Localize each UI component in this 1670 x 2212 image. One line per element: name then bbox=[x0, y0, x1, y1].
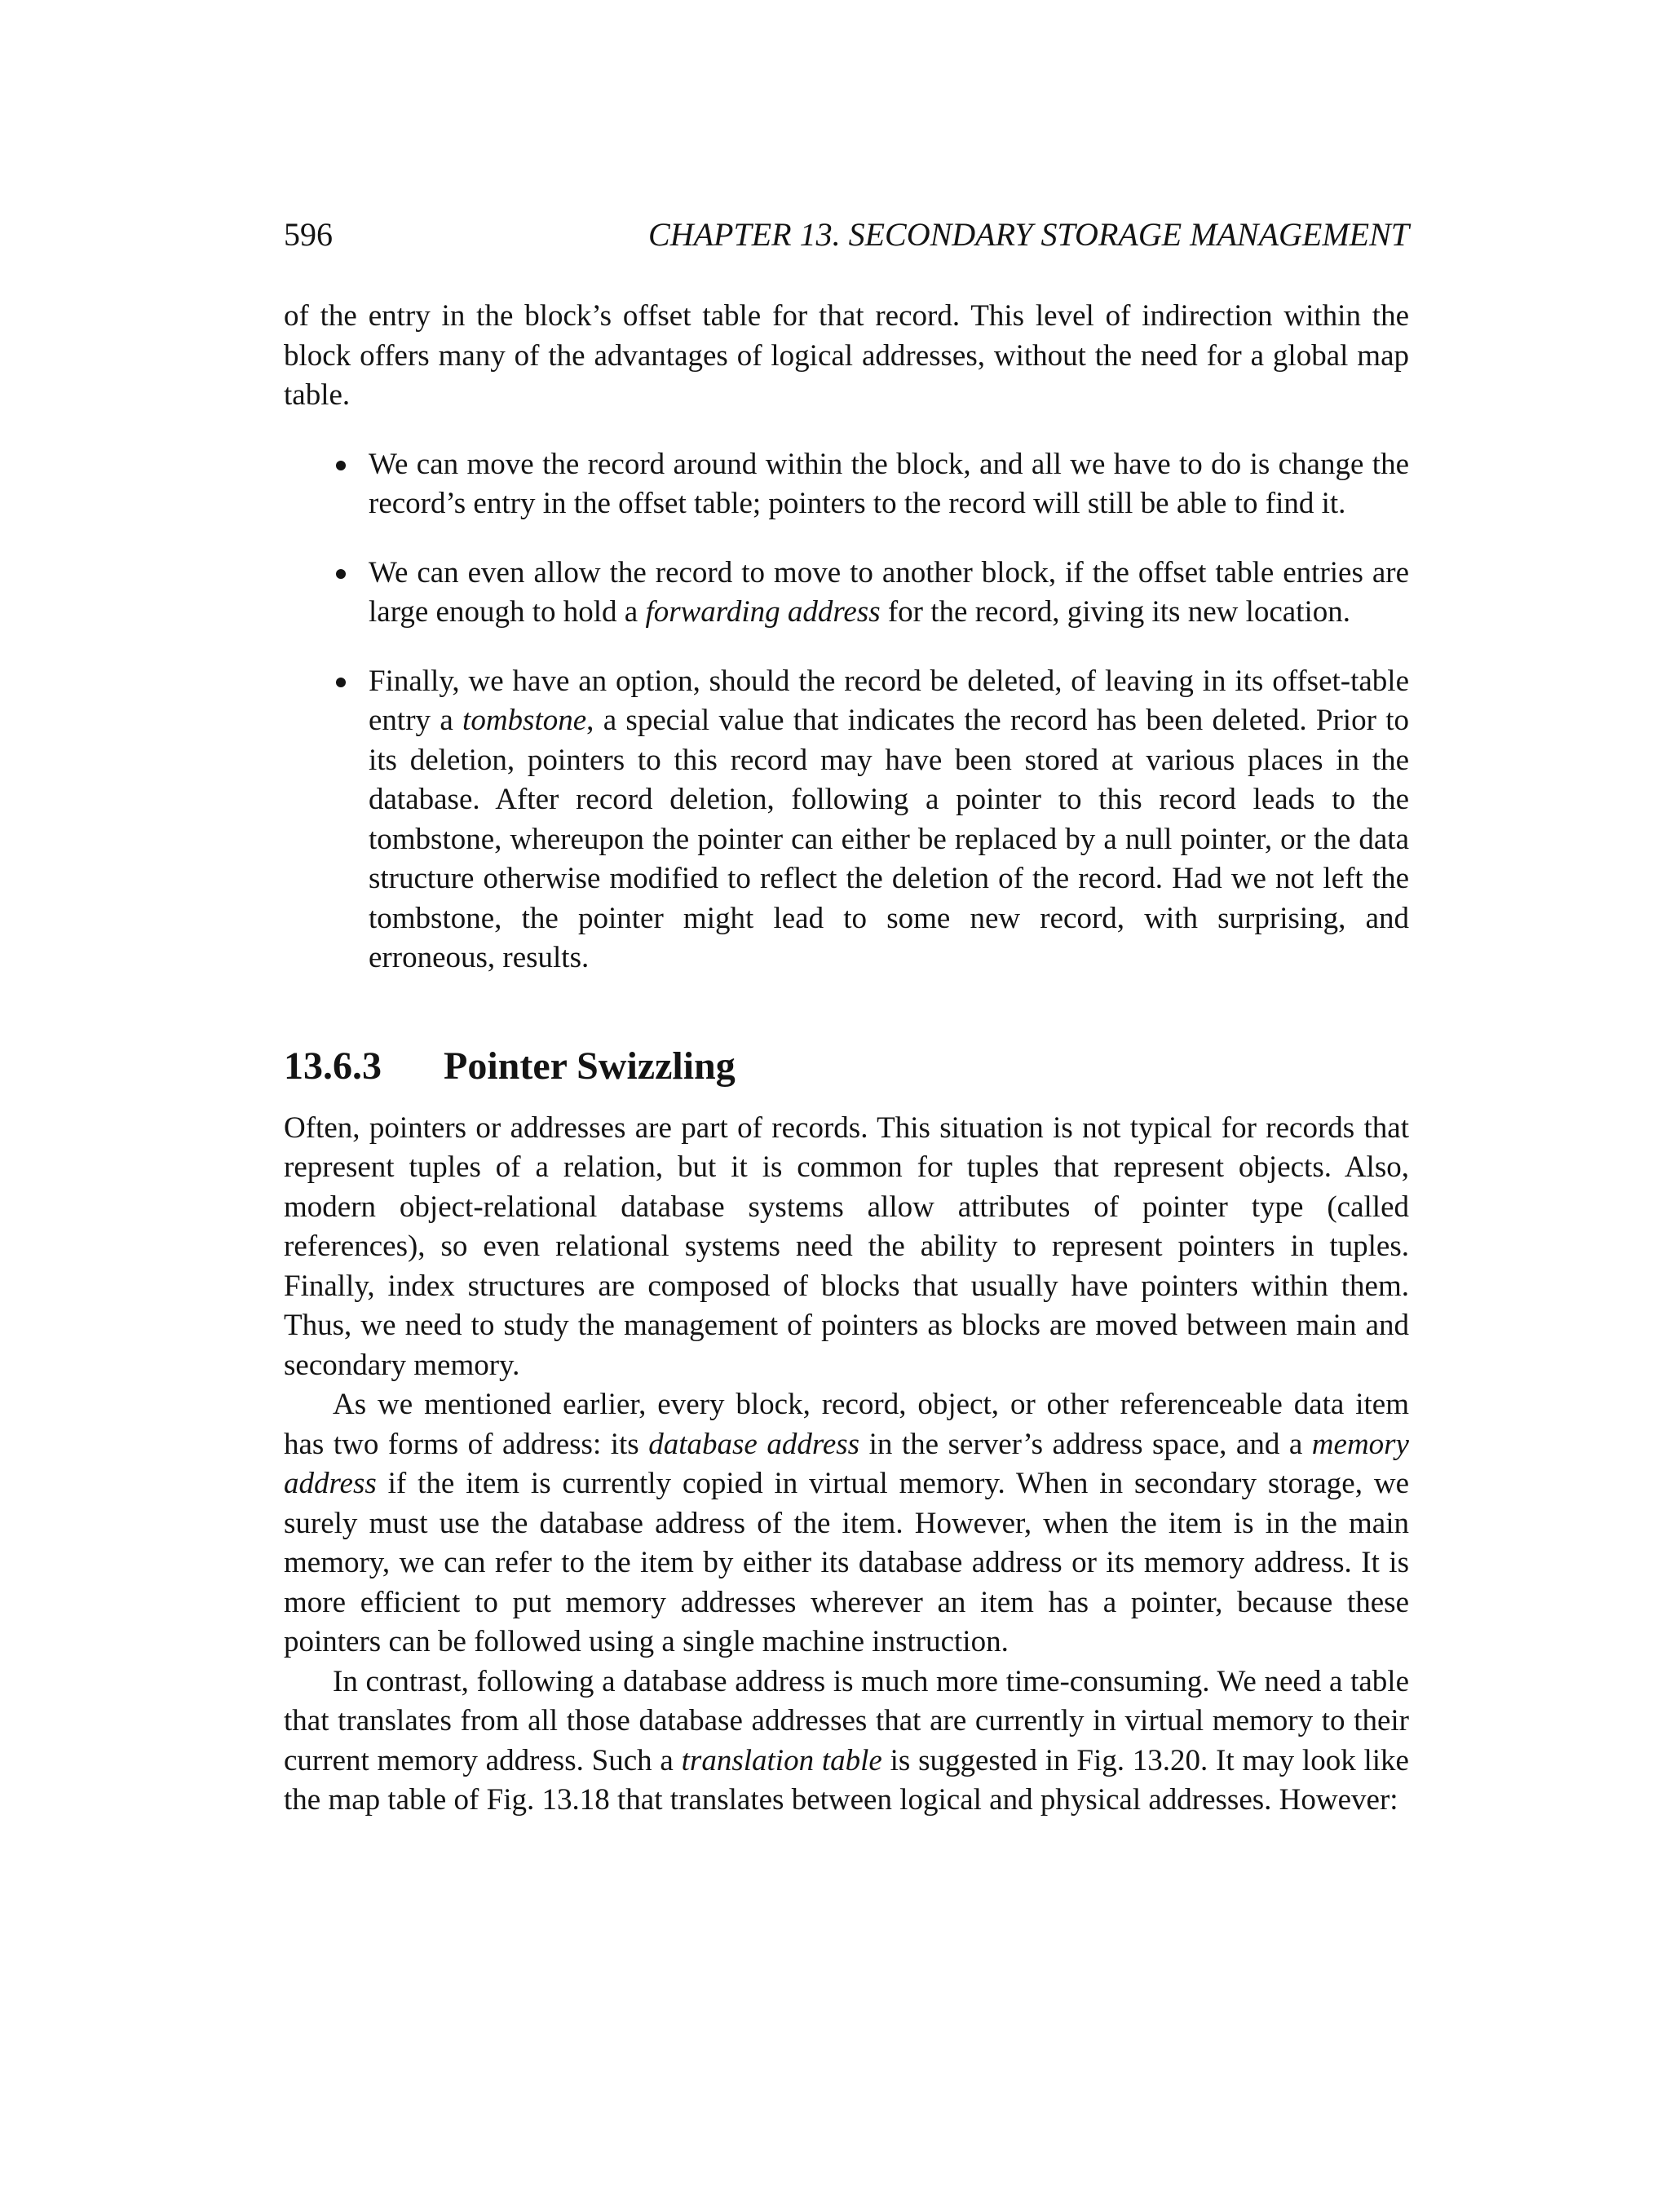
page-number: 596 bbox=[284, 216, 333, 253]
bullet-item-move-within-block bbox=[284, 445, 1409, 524]
bullet-text: We can even allow the record to move to another block, if the offset table entries are large enough to hold a bbox=[369, 555, 1409, 629]
bullet-item-tombstone bbox=[284, 662, 1409, 978]
section-number: 13.6.3 bbox=[284, 1044, 382, 1088]
term-translation-table: translation table bbox=[681, 1743, 882, 1777]
intro-paragraph: of the entry in the block’s offset table for that record. This level of indirection within the block offers many of the advantages of logical addresses, without the need for a global map table. bbox=[284, 299, 1409, 412]
paragraph-text: In contrast, following a database address is much more time-consuming. We need a table that translates from all those database addresses that are currently in virtual memory to their current memory address. Such a bbox=[284, 1664, 1409, 1777]
chapter-title: CHAPTER 13. SECONDARY STORAGE MANAGEMENT bbox=[648, 216, 1409, 253]
bullet-text: , a special value that indicates the record has been deleted. Prior to its deletion, pointers to this record may have been stored at various places in the database. After record deletion, following a pointer to this record leads to the tombstone, whereupon the pointer can either be replaced by a null pointer, or the data structure otherwise modified to reflect the deletion of the record. Had we not left the tombstone, the pointer might lead to some new record, with surprising, and erroneous, results. bbox=[369, 704, 1409, 974]
paragraph-two-forms-of-address bbox=[284, 1385, 1409, 1662]
paragraph-text: if the item is currently copied in virtual memory. When in secondary storage, we surely must use the database address of the item. However, when the item is in the main memory, we can refer to the item by either its database address or its memory address. It is more efficient to put memory addresses wherever an item has a pointer, because these pointers can be followed using a single machine instruction. bbox=[284, 1467, 1409, 1658]
bullet-text: Finally, we have an option, should the record be deleted, of leaving in its offset-table entry a bbox=[369, 664, 1409, 737]
bullet-text: We can move the record around within the block, and all we have to do is change the record’s entry in the offset table; pointers to the record will still be able to find it. bbox=[369, 447, 1409, 520]
section-title: Pointer Swizzling bbox=[444, 1044, 736, 1088]
term-memory-address: memory address bbox=[284, 1427, 1409, 1500]
paragraph-translation-table bbox=[284, 1662, 1409, 1821]
paragraph-text: in the server’s address space, and a bbox=[859, 1427, 1312, 1461]
bullet-dot-icon bbox=[336, 678, 346, 687]
running-header bbox=[284, 210, 1409, 259]
bullet-list bbox=[284, 445, 1409, 978]
bullet-text: for the record, giving its new location. bbox=[880, 595, 1351, 629]
term-tombstone: tombstone bbox=[462, 704, 587, 737]
term-database-address: database address bbox=[648, 1427, 860, 1461]
section-heading bbox=[284, 1042, 1409, 1091]
bullet-dot-icon bbox=[336, 569, 346, 579]
paragraph-text: is suggested in Fig. 13.20. It may look like the map table of Fig. 13.18 that translates between logical and physical addresses. However: bbox=[284, 1743, 1409, 1817]
document-page bbox=[284, 210, 1409, 1821]
paragraph-pointers-in-records: Often, pointers or addresses are part of records. This situation is not typical for records that represent tuples of a relation, but it is common for tuples that represent objects. Also, modern object-relational database systems allow attributes of pointer type (called references), so even relational systems need the ability to represent pointers in tuples. Finally, index structures are composed of blocks that usually have pointers within them. Thus, we need to study the management of pointers as blocks are moved between main and secondary memory. bbox=[284, 1110, 1409, 1382]
bullet-item-forwarding-address bbox=[284, 554, 1409, 633]
term-forwarding-address: forwarding address bbox=[645, 595, 881, 629]
paragraph-text: As we mentioned earlier, every block, record, object, or other referenceable data item has two forms of address: its bbox=[284, 1388, 1409, 1461]
bullet-dot-icon bbox=[336, 461, 346, 470]
